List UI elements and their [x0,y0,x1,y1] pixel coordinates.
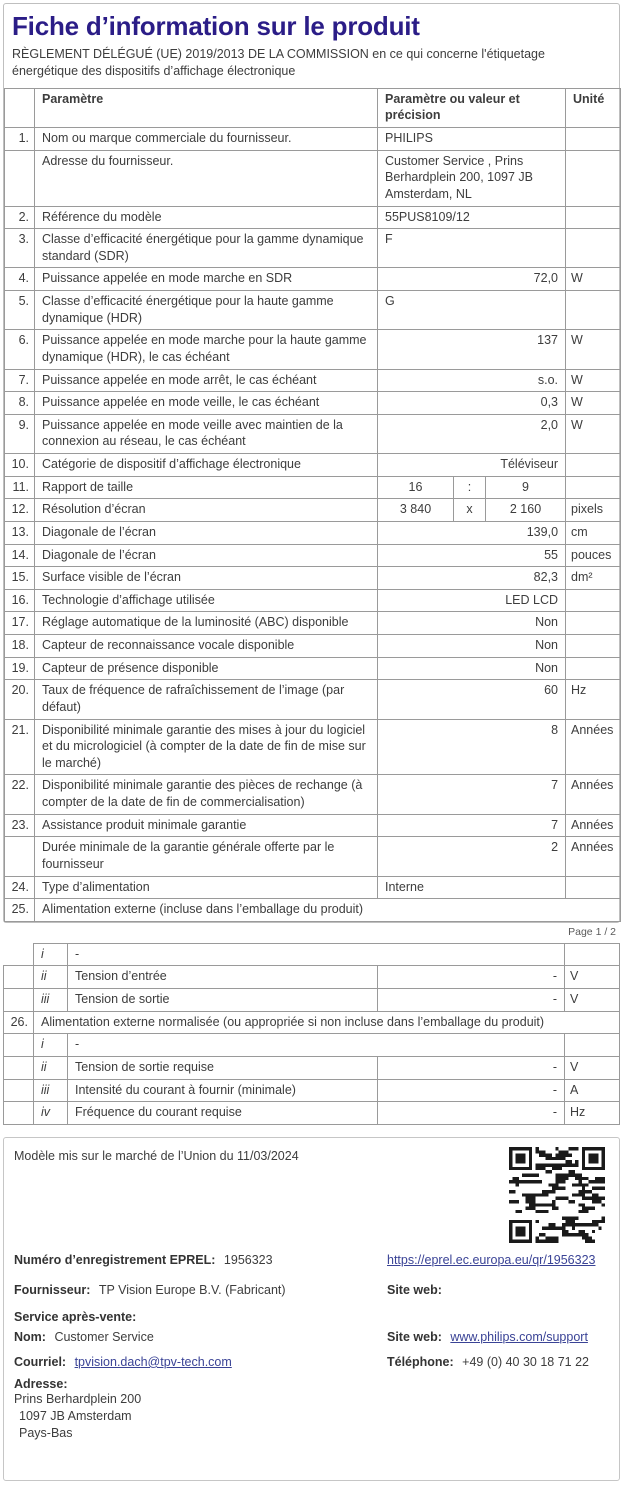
value-cell: PHILIPS [378,128,566,151]
unit-cell: dm² [566,567,621,590]
email-row [14,1355,607,1369]
unit-cell [566,128,621,151]
row-number: 16. [5,589,35,612]
param-cell: Classe d’efficacité énergétique pour la haute gamme dynamique (HDR) [35,291,378,330]
value-cell: LED LCD [378,589,566,612]
row-number [5,837,35,876]
unit-cell [566,635,621,658]
row-number [4,1102,34,1125]
param-cell: Intensité du courant à fournir (minimale) [68,1079,378,1102]
value-cell: Customer Service , Prins Berhardplein 200, 1097 JB Amsterdam, NL [378,150,566,206]
roman-index-cell: iii [34,989,68,1012]
phone-label: Téléphone: [387,1354,454,1369]
row-number: 4. [5,268,35,291]
value-cell: Non [378,635,566,658]
table-row [5,719,621,775]
unit-cell [566,612,621,635]
row-number: 19. [5,657,35,680]
product-info-table [4,88,621,922]
row-number [4,966,34,989]
value-sub-cell: 9 [486,476,566,499]
value-cell: 139,0 [378,521,566,544]
row-number: 7. [5,369,35,392]
value-cell: 7 [378,814,566,837]
param-cell: Surface visible de l’écran [35,567,378,590]
table-row [5,206,621,229]
value-cell: 72,0 [378,268,566,291]
row-number: 15. [5,567,35,590]
value-cell: 60 [378,680,566,719]
after-sales-label: Service après-vente: [14,1309,137,1324]
eprel-row [14,1253,607,1267]
value-sub-cell: x [454,499,486,522]
roman-index-cell: iii [34,1079,68,1102]
row-number: 2. [5,206,35,229]
table-row [5,392,621,415]
regulation-subtitle: RÈGLEMENT DÉLÉGUÉ (UE) 2019/2013 DE LA COMMISSION en ce qui concerne l'étiquetage énergétique des dispositifs d’affichage électronique [12,47,545,78]
table-row [5,291,621,330]
row-number: 6. [5,330,35,369]
param-cell: Disponibilité minimale garantie des pièces de rechange (à compter de la date de fin de commercialisation) [35,775,378,814]
supplier-row [14,1283,607,1297]
roman-index-cell: ii [34,1056,68,1079]
param-cell: Puissance appelée en mode veille, le cas échéant [35,392,378,415]
param-cell: Diagonale de l’écran [35,544,378,567]
supplier-name: TP Vision Europe B.V. (Fabricant) [98,1282,286,1297]
row-number: 24. [5,876,35,899]
row-number [5,150,35,206]
param-cell: Puissance appelée en mode arrêt, le cas échéant [35,369,378,392]
param-cell: Puissance appelée en mode marche pour la haute gamme dynamique (HDR), le cas échéant [35,330,378,369]
table-row [5,268,621,291]
row-number: 26. [4,1011,34,1034]
table-row [4,966,620,989]
value-cell: 7 [378,775,566,814]
header-param: Paramètre [35,88,378,127]
table-row [5,876,621,899]
table-row [5,657,621,680]
eprel-number: 1956323 [223,1252,273,1267]
value-cell: 82,3 [378,567,566,590]
value-cell: F [378,229,566,268]
market-release-date: Modèle mis sur le marché de l’Union du 11/03/2024 [14,1148,299,1163]
address-line: Pays-Bas [19,1426,73,1441]
param-cell: Capteur de présence disponible [35,657,378,680]
param-cell: Tension de sortie requise [68,1056,378,1079]
param-cell: Nom ou marque commerciale du fournisseur. [35,128,378,151]
table-row [5,589,621,612]
unit-cell: W [566,392,621,415]
email-label: Courriel: [14,1354,67,1369]
unit-cell [566,229,621,268]
unit-cell [566,657,621,680]
table-row [5,330,621,369]
param-cell: Référence du modèle [35,206,378,229]
unit-cell [566,476,621,499]
unit-cell: A [565,1079,620,1102]
unit-cell: pouces [566,544,621,567]
table-row [4,1079,620,1102]
param-cell: Technologie d’affichage utilisée [35,589,378,612]
roman-index-cell: i [34,943,68,966]
table-row [5,612,621,635]
page-indicator: Page 1 / 2 [568,925,616,938]
row-number [4,943,34,966]
website2-label: Site web: [387,1329,442,1344]
roman-index-cell: i [34,1034,68,1057]
unit-cell: W [566,330,621,369]
unit-cell [565,943,620,966]
power-supply-table [3,943,620,1125]
table-row [5,635,621,658]
unit-cell [566,206,621,229]
unit-cell [566,876,621,899]
row-number [4,989,34,1012]
param-cell: Puissance appelée en mode marche en SDR [35,268,378,291]
value-cell: G [378,291,566,330]
table-row [5,775,621,814]
unit-cell [566,291,621,330]
unit-cell: pixels [566,499,621,522]
table-row [5,229,621,268]
page1-box [3,3,620,923]
row-number: 3. [5,229,35,268]
address-block [14,1377,607,1443]
table-row [5,899,621,922]
value-cell: - [378,989,565,1012]
table-row [5,814,621,837]
supplier-label: Fournisseur: [14,1282,91,1297]
row-number: 14. [5,544,35,567]
value-sub-cell: : [454,476,486,499]
unit-cell: Années [566,719,621,775]
value-cell: 8 [378,719,566,775]
support-website-link[interactable]: www.philips.com/support [450,1329,588,1344]
table-row [5,567,621,590]
value-cell: s.o. [378,369,566,392]
value-cell: - [378,1102,565,1125]
phone-number: +49 (0) 40 30 18 71 22 [462,1354,589,1369]
value-cell: 2 [378,837,566,876]
page-title: Fiche d’information sur le produit [12,11,420,41]
roman-index-cell: iv [34,1102,68,1125]
value-cell: 55PUS8109/12 [378,206,566,229]
row-number: 10. [5,454,35,477]
param-cell: Diagonale de l’écran [35,521,378,544]
table-row [5,454,621,477]
row-number: 23. [5,814,35,837]
service-name-value: Customer Service [54,1329,154,1344]
value-cell: - [378,1079,565,1102]
param-cell: - [68,943,565,966]
table-row [5,837,621,876]
unit-cell: W [566,414,621,453]
value-sub-cell: 16 [378,476,454,499]
param-cell: Fréquence du courant requise [68,1102,378,1125]
website-label: Site web: [387,1282,442,1297]
value-cell: - [378,966,565,989]
param-cell: Durée minimale de la garantie générale offerte par le fournisseur [35,837,378,876]
header-num-cell [5,88,35,127]
param-cell: Adresse du fournisseur. [35,150,378,206]
param-cell: - [68,1034,565,1057]
param-cell: Classe d’efficacité énergétique pour la gamme dynamique standard (SDR) [35,229,378,268]
row-number [4,1034,34,1057]
unit-cell [565,1034,620,1057]
value-sub-cell: 3 840 [378,499,454,522]
param-cell: Puissance appelée en mode veille avec maintien de la connexion au réseau, le cas échéant [35,414,378,453]
value-cell: - [378,1056,565,1079]
param-cell: Taux de fréquence de rafraîchissement de l’image (par défaut) [35,680,378,719]
row-number: 21. [5,719,35,775]
value-cell: 55 [378,544,566,567]
qr-code [509,1147,605,1243]
param-cell: Type d’alimentation [35,876,378,899]
header-value: Paramètre ou valeur et précision [378,88,566,127]
row-number: 8. [5,392,35,415]
unit-cell: W [566,369,621,392]
table-row [5,544,621,567]
unit-cell: Hz [565,1102,620,1125]
table-row [4,1011,620,1034]
value-cell: Téléviseur [378,454,566,477]
eprel-link[interactable]: https://eprel.ec.europa.eu/qr/1956323 [387,1252,596,1267]
table-row [4,1056,620,1079]
unit-cell: W [566,268,621,291]
row-number: 20. [5,680,35,719]
row-number: 25. [5,899,35,922]
value-cell: 0,3 [378,392,566,415]
unit-cell [566,589,621,612]
eprel-label: Numéro d’enregistrement EPREL: [14,1252,216,1267]
service-name-label: Nom: [14,1329,46,1344]
header-unit: Unité [566,88,621,127]
unit-cell: V [565,1056,620,1079]
row-number: 17. [5,612,35,635]
unit-cell [566,454,621,477]
unit-cell: Années [566,837,621,876]
row-number [4,1079,34,1102]
unit-cell: V [565,989,620,1012]
email-link[interactable]: tpvision.dach@tpv-tech.com [74,1354,232,1369]
unit-cell: Années [566,814,621,837]
param-cell: Assistance produit minimale garantie [35,814,378,837]
table-row [5,369,621,392]
row-number: 12. [5,499,35,522]
unit-cell: Années [566,775,621,814]
value-cell: 2,0 [378,414,566,453]
address-line: 1097 JB Amsterdam [19,1409,132,1423]
roman-index-cell: ii [34,966,68,989]
row-number [4,1056,34,1079]
param-cell: Disponibilité minimale garantie des mises à jour du logiciel et du micrologiciel (à compter de la date de fin de mise sur le marché) [35,719,378,775]
after-sales-row [14,1310,607,1324]
row-number: 9. [5,414,35,453]
unit-cell: cm [566,521,621,544]
service-name-row [14,1330,607,1344]
row-number: 22. [5,775,35,814]
param-cell: Rapport de taille [35,476,378,499]
table-row [5,128,621,151]
table-row [4,989,620,1012]
row-number: 5. [5,291,35,330]
param-cell: Capteur de reconnaissance vocale disponible [35,635,378,658]
contact-box [3,1137,620,1481]
table-header-row [5,88,621,127]
row-number: 13. [5,521,35,544]
unit-cell: V [565,966,620,989]
row-number: 18. [5,635,35,658]
address-line: Prins Berhardplein 200 [14,1391,142,1406]
param-cell: Alimentation externe normalisée (ou appropriée si non incluse dans l’emballage du produit) [34,1011,620,1034]
table-row [5,521,621,544]
table-row [5,499,621,522]
param-cell: Tension de sortie [68,989,378,1012]
row-number: 11. [5,476,35,499]
unit-cell [566,150,621,206]
table-row [5,476,621,499]
table-row [5,150,621,206]
param-cell: Catégorie de dispositif d’affichage électronique [35,454,378,477]
unit-cell: Hz [566,680,621,719]
param-cell: Résolution d’écran [35,499,378,522]
value-sub-cell: 2 160 [486,499,566,522]
table-row [4,943,620,966]
table-row [5,680,621,719]
row-number: 1. [5,128,35,151]
value-cell: 137 [378,330,566,369]
param-cell: Alimentation externe (incluse dans l’emballage du produit) [35,899,621,922]
table-row [4,1102,620,1125]
param-cell: Tension d’entrée [68,966,378,989]
table-row [5,414,621,453]
address-label: Adresse: [14,1376,68,1391]
value-cell: Non [378,612,566,635]
value-cell: Interne [378,876,566,899]
value-cell: Non [378,657,566,680]
table-row [4,1034,620,1057]
param-cell: Réglage automatique de la luminosité (ABC) disponible [35,612,378,635]
